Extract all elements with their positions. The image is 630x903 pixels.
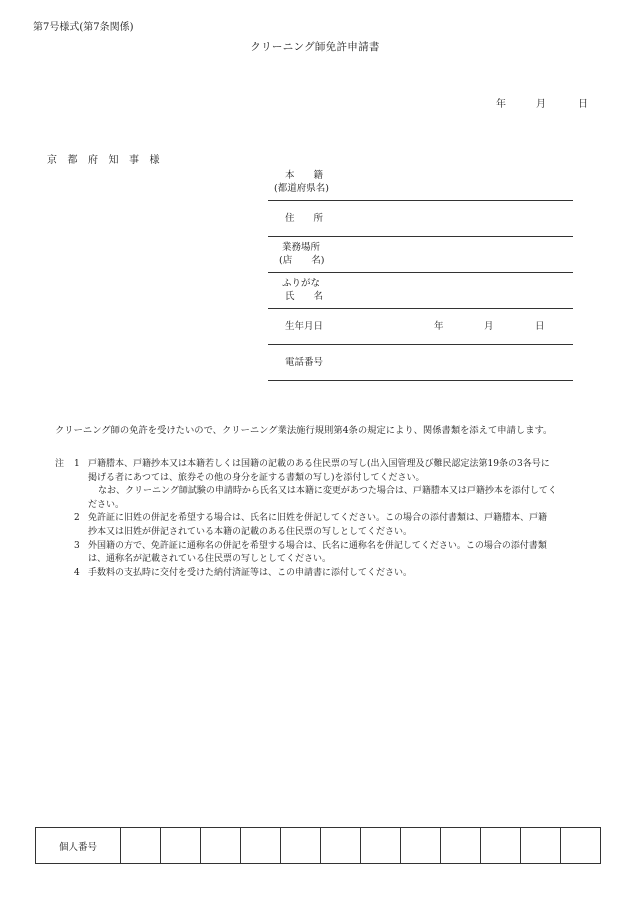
birth-day-label: 日 xyxy=(535,321,545,332)
note-number: 3 xyxy=(74,540,80,551)
note-4 xyxy=(55,567,600,581)
note-1 xyxy=(55,458,600,472)
digit-box[interactable] xyxy=(241,828,281,864)
phone-label: 電話番号 xyxy=(285,357,324,368)
note-line: 手数料の支払時に交付を受けた納付済証等は、この申請書に添付してください。 xyxy=(88,567,413,578)
birthdate-label: 生年月日 xyxy=(285,321,324,332)
note-line: 抄本又は旧姓が併記されている本籍の記載のある住民票の写しとしてください。 xyxy=(88,526,413,537)
note-number: 4 xyxy=(74,567,80,578)
individual-number-table xyxy=(35,827,601,864)
digit-box[interactable] xyxy=(281,828,321,864)
addressee: 京都府知事様 xyxy=(47,155,170,166)
note-line: 掲げる者にあつては、旅券その他の身分を証する書類の写し)を添付してください。 xyxy=(88,472,425,483)
digit-box[interactable] xyxy=(521,828,561,864)
digit-box[interactable] xyxy=(321,828,361,864)
notes xyxy=(55,458,600,580)
address-label: 住 所 xyxy=(285,213,324,224)
digit-box[interactable] xyxy=(161,828,201,864)
digit-box[interactable] xyxy=(361,828,401,864)
note-line: 免許証に旧姓の併記を希望する場合は、氏名に旧姓を併記してください。この場合の添付書類は、戸籍謄本、戸籍 xyxy=(88,513,548,524)
note-3 xyxy=(55,540,600,554)
note-number: 1 xyxy=(74,459,80,469)
honseki-label: 本 籍 xyxy=(285,170,324,181)
digit-box[interactable] xyxy=(121,828,161,864)
field-name[interactable] xyxy=(268,272,573,309)
field-address[interactable] xyxy=(268,200,573,237)
digit-box[interactable] xyxy=(481,828,521,864)
date-day-label: 日 xyxy=(578,99,588,110)
date-month-label: 月 xyxy=(536,99,546,110)
document-title: クリーニング師免許申請書 xyxy=(250,41,380,53)
application-statement: クリーニング師の免許を受けたいので、クリーニング業法施行規則第4条の規定により、関係書類を添えて申請します。 xyxy=(55,425,553,436)
note-number: 2 xyxy=(74,513,80,524)
digit-box[interactable] xyxy=(201,828,241,864)
workplace-label: 業務場所 xyxy=(282,242,321,253)
furigana-label: ふりがな xyxy=(282,278,321,289)
birth-year-label: 年 xyxy=(434,321,444,332)
shop-name-label: (店 名) xyxy=(279,255,325,266)
individual-number-label: 個人番号 xyxy=(36,828,121,864)
name-label: 氏 名 xyxy=(285,291,324,302)
field-honseki[interactable] xyxy=(268,164,573,201)
note-line: 外国籍の方で、免許証に通称名の併記を希望する場合は、氏名に通称名を併記してください。この場合の添付書類 xyxy=(88,540,547,551)
field-workplace[interactable] xyxy=(268,236,573,273)
digit-box[interactable] xyxy=(441,828,481,864)
birth-month-label: 月 xyxy=(484,321,494,332)
note-line: なお、クリーニング師試験の申請時から氏名又は本籍に変更があつた場合は、戸籍謄本又は戸籍抄本を添付してく xyxy=(98,486,557,497)
note-2 xyxy=(55,512,600,526)
notes-heading: 注 xyxy=(55,459,65,469)
prefecture-label: (都道府県名) xyxy=(274,183,329,194)
field-birthdate[interactable] xyxy=(268,308,573,345)
field-phone[interactable] xyxy=(268,344,573,381)
date-year-label: 年 xyxy=(496,99,506,110)
note-line: 戸籍謄本、戸籍抄本又は本籍若しくは国籍の記載のある住民票の写し(出入国管理及び難民認定法第19条の3各号に xyxy=(88,459,550,469)
note-line: ださい。 xyxy=(88,499,125,510)
form-number: 第7号様式(第7条関係) xyxy=(33,22,134,33)
note-line: は、通称名が記載されている住民票の写しとしてください。 xyxy=(88,554,332,565)
digit-box[interactable] xyxy=(561,828,601,864)
digit-box[interactable] xyxy=(401,828,441,864)
